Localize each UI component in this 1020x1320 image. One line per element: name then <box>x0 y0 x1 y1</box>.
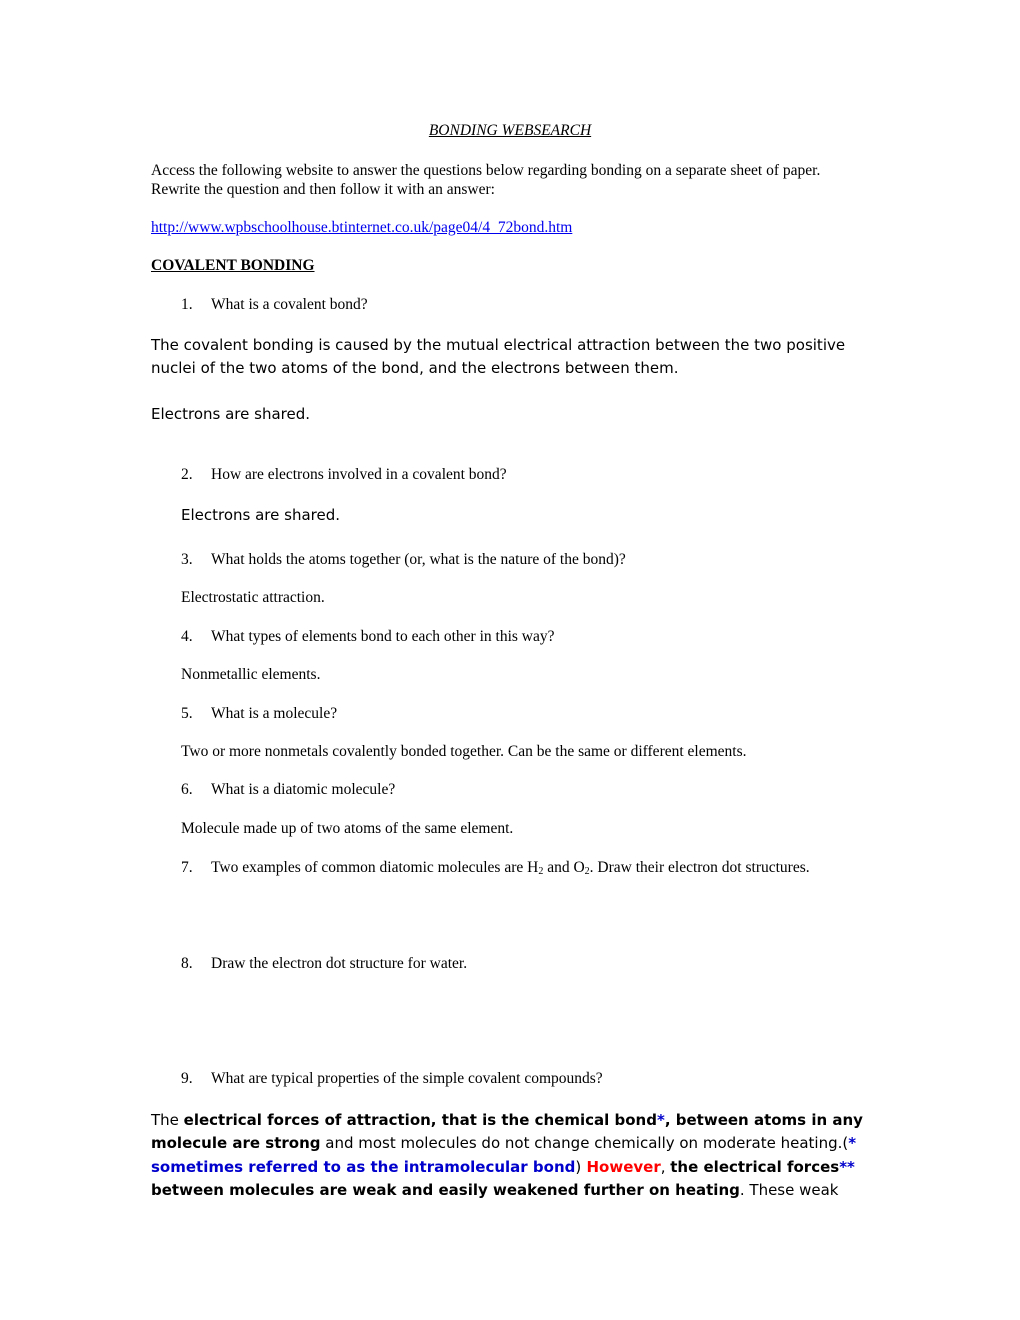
question-text-mid: and O <box>543 859 585 876</box>
section-heading: COVALENT BONDING <box>151 257 315 274</box>
question-number: 9. <box>181 1070 193 1087</box>
answer-3: Electrostatic attraction. <box>181 589 325 606</box>
question-text: What is a diatomic molecule? <box>211 781 396 798</box>
question-text: Draw the electron dot structure for water. <box>211 955 468 972</box>
question-text: What types of elements bond to each other in this way? <box>211 628 555 645</box>
question-6 <box>181 781 395 799</box>
answer-1-line-2: nuclei of the two atoms of the bond, and the electrons between them. <box>151 359 679 377</box>
answer-9-run: between molecules are weak and easily weakened further on heating <box>151 1180 740 1199</box>
website-link[interactable]: http://www.wpbschoolhouse.btinternet.co.uk/page04/4_72bond.htm <box>151 219 573 236</box>
answer-2: Electrons are shared. <box>181 506 341 524</box>
answer-9-run: the electrical forces <box>670 1157 840 1176</box>
answer-5: Two or more nonmetals covalently bonded together. Can be the same or different elements. <box>181 743 747 760</box>
subscript: 2 <box>584 866 590 877</box>
question-5 <box>181 705 337 723</box>
answer-9-run: . These weak <box>739 1180 839 1199</box>
answer-9 <box>151 1109 866 1202</box>
answer-9-run: * sometimes referred to as the intramolecular bond <box>151 1134 857 1176</box>
answer-9-run: * <box>656 1111 665 1129</box>
question-text: What are typical properties of the simple covalent compounds? <box>211 1070 603 1087</box>
answer-6: Molecule made up of two atoms of the same element. <box>181 820 514 837</box>
answer-9-run: ** <box>839 1157 855 1176</box>
question-9 <box>181 1070 603 1088</box>
answer-9-run: However <box>581 1157 661 1176</box>
question-2 <box>181 466 507 484</box>
answer-1-extra: Electrons are shared. <box>151 405 311 423</box>
answer-9-run: The <box>151 1111 184 1129</box>
question-text-prefix: Two examples of common diatomic molecules are H <box>211 859 539 876</box>
question-text: What holds the atoms together (or, what is the nature of the bond)? <box>211 551 626 568</box>
subscript: 2 <box>538 866 544 877</box>
question-text-suffix: . Draw their electron dot structures. <box>589 859 810 876</box>
answer-9-run: , <box>660 1157 671 1176</box>
page-title: BONDING WEBSEARCH <box>428 122 592 139</box>
question-3 <box>181 551 626 569</box>
question-7 <box>181 859 810 877</box>
answer-9-run: ) <box>575 1157 582 1176</box>
question-4 <box>181 628 554 646</box>
answer-1-line-1: The covalent bonding is caused by the mutual electrical attraction between the two positive <box>151 336 846 354</box>
intro-text: Access the following website to answer the questions below regarding bonding on a separate sheet of paper. Rewrite the question and then follow it with an answer: <box>151 162 821 198</box>
question-1 <box>181 296 368 314</box>
question-number: 1. <box>181 296 193 313</box>
question-number: 6. <box>181 781 193 798</box>
question-text: What is a covalent bond? <box>211 296 368 313</box>
question-number: 7. <box>181 859 193 876</box>
question-text: What is a molecule? <box>211 705 338 722</box>
question-number: 5. <box>181 705 193 722</box>
answer-9-run: , between atoms in any molecule are strong <box>151 1111 863 1153</box>
answer-9-run: and most molecules do not change chemically on moderate heating.( <box>320 1134 849 1153</box>
answer-4: Nonmetallic elements. <box>181 666 321 683</box>
answer-9-run: electrical forces of attraction, that is the chemical bond <box>183 1111 657 1129</box>
question-text: How are electrons involved in a covalent bond? <box>211 466 507 483</box>
question-number: 2. <box>181 466 193 483</box>
question-number: 4. <box>181 628 193 645</box>
question-number: 3. <box>181 551 193 568</box>
question-number: 8. <box>181 955 193 972</box>
question-8 <box>181 955 467 973</box>
